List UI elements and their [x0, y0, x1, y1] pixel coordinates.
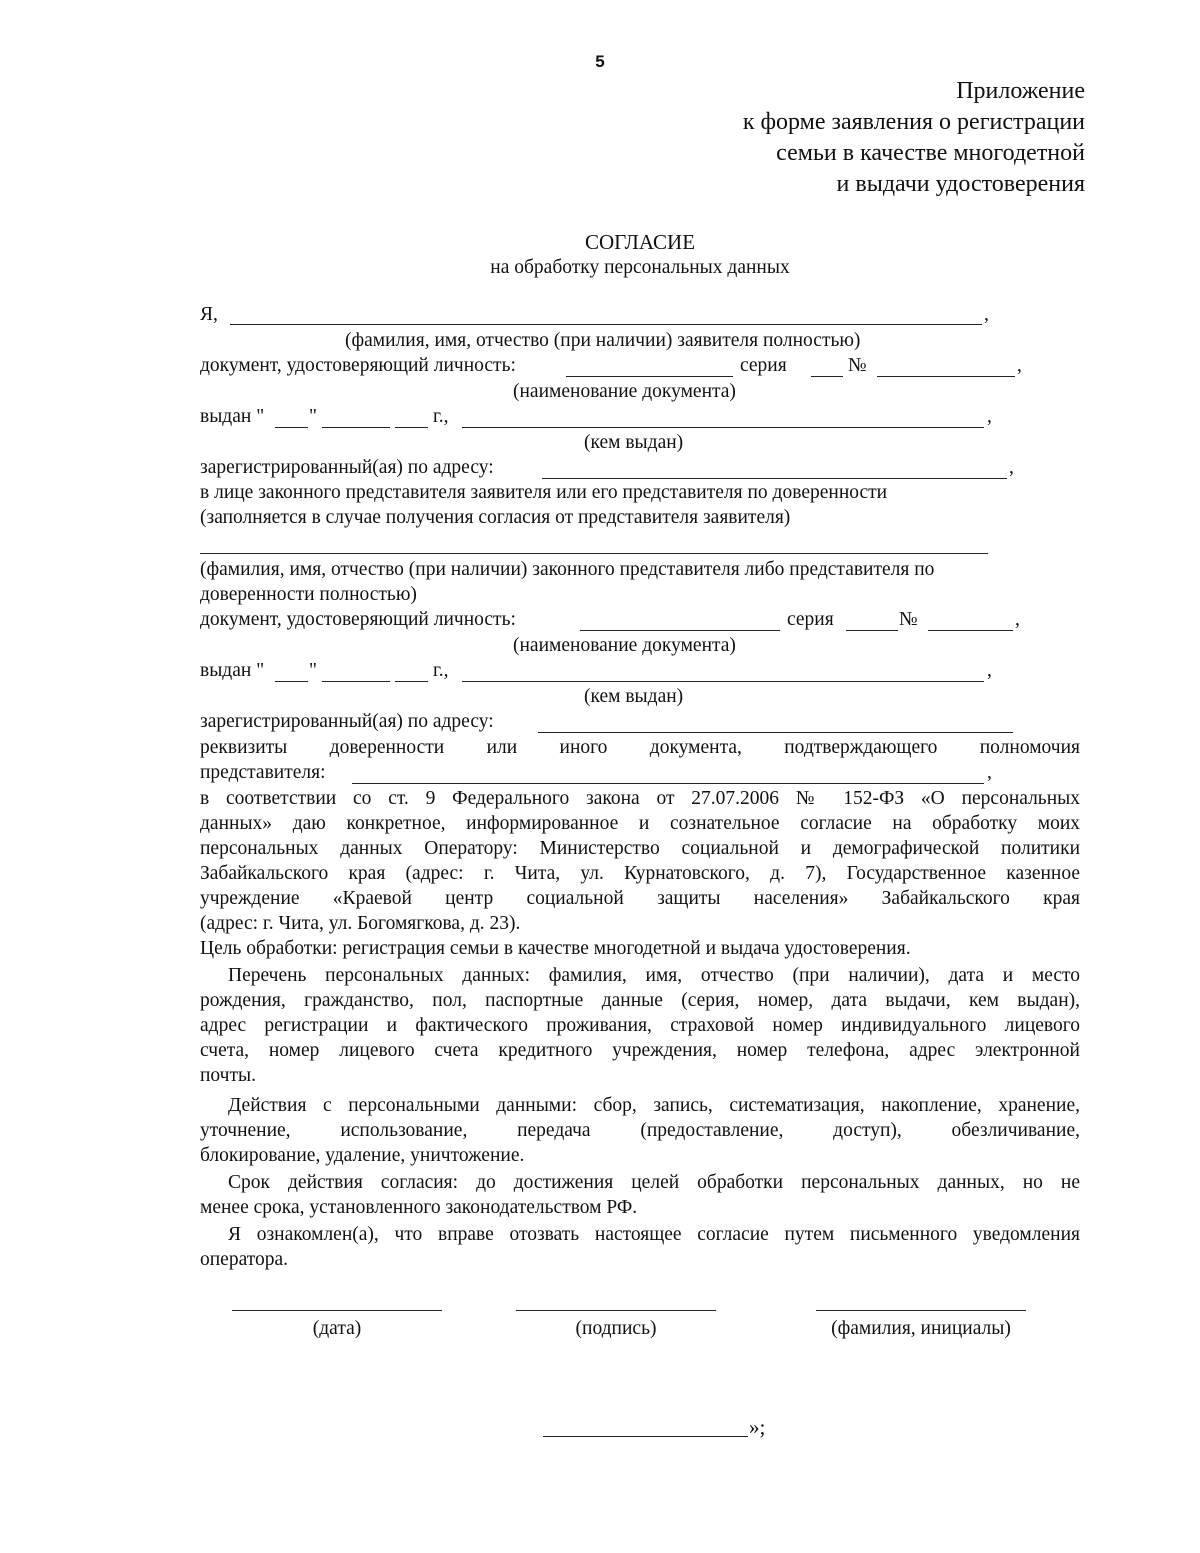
signature-line[interactable] — [516, 1310, 716, 1311]
rep-issued-month-line[interactable] — [322, 681, 390, 682]
doc-name-caption: (наименование документа) — [513, 635, 736, 656]
address-line[interactable] — [542, 478, 1007, 479]
date-caption: (дата) — [312, 1318, 362, 1339]
i-prefix: Я, — [200, 304, 218, 325]
proxy-line: реквизиты доверенности или иного документа, подтверждающего полномочия — [200, 737, 1080, 758]
rep-issued-year-line[interactable] — [395, 681, 428, 682]
text-line: учреждение «Краевой центр социальной защиты населения» Забайкальского края — [200, 888, 1080, 909]
issued-label: выдан " — [200, 406, 265, 427]
proxy-details-line[interactable] — [352, 783, 984, 784]
document-title: СОГЛАСИЕ — [584, 230, 696, 254]
number-label: № — [899, 609, 918, 630]
rep-number-line[interactable] — [928, 630, 1013, 631]
appendix-line: к форме заявления о регистрации — [742, 109, 1085, 135]
text-line: менее срока, установленного законодательством РФ. — [200, 1197, 638, 1218]
text-line: почты. — [200, 1065, 256, 1086]
purpose-line: Цель обработки: регистрация семьи в качестве многодетной и выдача удостоверения. — [200, 938, 911, 959]
quote-close: " — [309, 660, 317, 681]
year-label: г., — [433, 406, 449, 427]
applicant-name-caption: (фамилия, имя, отчество (при наличии) заявителя полностью) — [345, 330, 861, 351]
text-line: данных» даю конкретное, информированное и сознательное согласие на обработку моих — [200, 813, 1080, 834]
name-caption: (фамилия, инициалы) — [831, 1318, 1011, 1339]
closing-line — [543, 1436, 748, 1437]
rep-issued-by-line[interactable] — [462, 681, 984, 682]
doc-label: документ, удостоверяющий личность: — [200, 609, 516, 630]
text-line: адрес регистрации и фактического проживания, страховой номер индивидуального лицевого — [200, 1015, 1080, 1036]
registered-label: зарегистрированный(ая) по адресу: — [200, 711, 494, 732]
applicant-name-line[interactable] — [230, 324, 982, 325]
comma: , — [1009, 457, 1014, 478]
issued-day-line[interactable] — [275, 427, 308, 428]
appendix-line: и выдачи удостоверения — [836, 171, 1085, 197]
doc-name-caption: (наименование документа) — [513, 381, 736, 402]
text-line: (адрес: г. Чита, ул. Богомягкова, д. 23). — [200, 913, 521, 934]
signature-caption: (подпись) — [575, 1318, 657, 1339]
year-label: г., — [433, 660, 449, 681]
appendix-line: семьи в качестве многодетной — [776, 140, 1085, 166]
issued-year-line[interactable] — [395, 427, 428, 428]
rep-issued-day-line[interactable] — [275, 681, 308, 682]
comma: , — [987, 660, 992, 681]
text-line: уточнение, использование, передача (предоставление, доступ), обезличивание, — [200, 1120, 1080, 1141]
appendix-line: Приложение — [956, 78, 1085, 104]
doc-name-line[interactable] — [566, 376, 733, 377]
text-line: персональных данных Оператору: Министерство социальной и демографической политики — [200, 838, 1080, 859]
page-number: 5 — [595, 52, 605, 71]
text-line: Действия с персональными данными: сбор, запись, систематизация, накопление, хранение, — [228, 1095, 1080, 1116]
text-line: блокирование, удаление, уничтожение. — [200, 1145, 525, 1166]
series-line[interactable] — [811, 376, 843, 377]
comma: , — [987, 406, 992, 427]
rep-name-caption: доверенности полностью) — [200, 584, 417, 605]
text-line: рождения, гражданство, пол, паспортные данные (серия, номер, дата выдачи, кем выдан), — [200, 990, 1080, 1011]
number-label: № — [848, 355, 867, 376]
text-line: оператора. — [200, 1249, 289, 1270]
document-subtitle: на обработку персональных данных — [490, 257, 790, 278]
rep-name-line[interactable] — [200, 553, 988, 554]
proxy-line-label: представителя: — [200, 762, 326, 783]
text-line: Забайкальского края (адрес: г. Чита, ул. Курнатовского, д. 7), Государственное казенное — [200, 863, 1080, 884]
issued-by-caption: (кем выдан) — [584, 432, 684, 453]
issued-by-caption: (кем выдан) — [584, 686, 684, 707]
closing-mark: »; — [749, 1415, 766, 1439]
number-line[interactable] — [877, 376, 1015, 377]
represented-line: в лице законного представителя заявителя или его представителя по доверенности — [200, 482, 888, 503]
series-label: серия — [740, 355, 787, 376]
issued-month-line[interactable] — [322, 427, 390, 428]
comma: , — [984, 304, 989, 325]
quote-close: " — [309, 406, 317, 427]
issued-by-line[interactable] — [462, 427, 984, 428]
issued-label: выдан " — [200, 660, 265, 681]
series-label: серия — [787, 609, 834, 630]
comma: , — [1017, 355, 1022, 376]
rep-address-line[interactable] — [538, 732, 1013, 733]
text-line: счета, номер лицевого счета кредитного учреждения, номер телефона, адрес электронной — [200, 1040, 1080, 1061]
text-line: Срок действия согласия: до достижения целей обработки персональных данных, но не — [228, 1172, 1080, 1193]
rep-doc-name-line[interactable] — [580, 630, 780, 631]
date-line[interactable] — [232, 1310, 442, 1311]
represented-note: (заполняется в случае получения согласия от представителя заявителя) — [200, 507, 791, 528]
rep-series-line[interactable] — [846, 630, 898, 631]
rep-name-caption: (фамилия, имя, отчество (при наличии) законного представителя либо представителя по — [200, 559, 935, 580]
comma: , — [987, 762, 992, 783]
registered-label: зарегистрированный(ая) по адресу: — [200, 457, 494, 478]
text-line: Я ознакомлен(а), что вправе отозвать настоящее согласие путем письменного уведомления — [228, 1224, 1080, 1245]
text-line: в соответствии со ст. 9 Федерального закона от 27.07.2006 № 152-ФЗ «О персональных — [200, 788, 1080, 809]
name-line[interactable] — [816, 1310, 1026, 1311]
comma: , — [1015, 609, 1020, 630]
text-line: Перечень персональных данных: фамилия, имя, отчество (при наличии), дата и место — [228, 965, 1080, 986]
doc-label: документ, удостоверяющий личность: — [200, 355, 516, 376]
